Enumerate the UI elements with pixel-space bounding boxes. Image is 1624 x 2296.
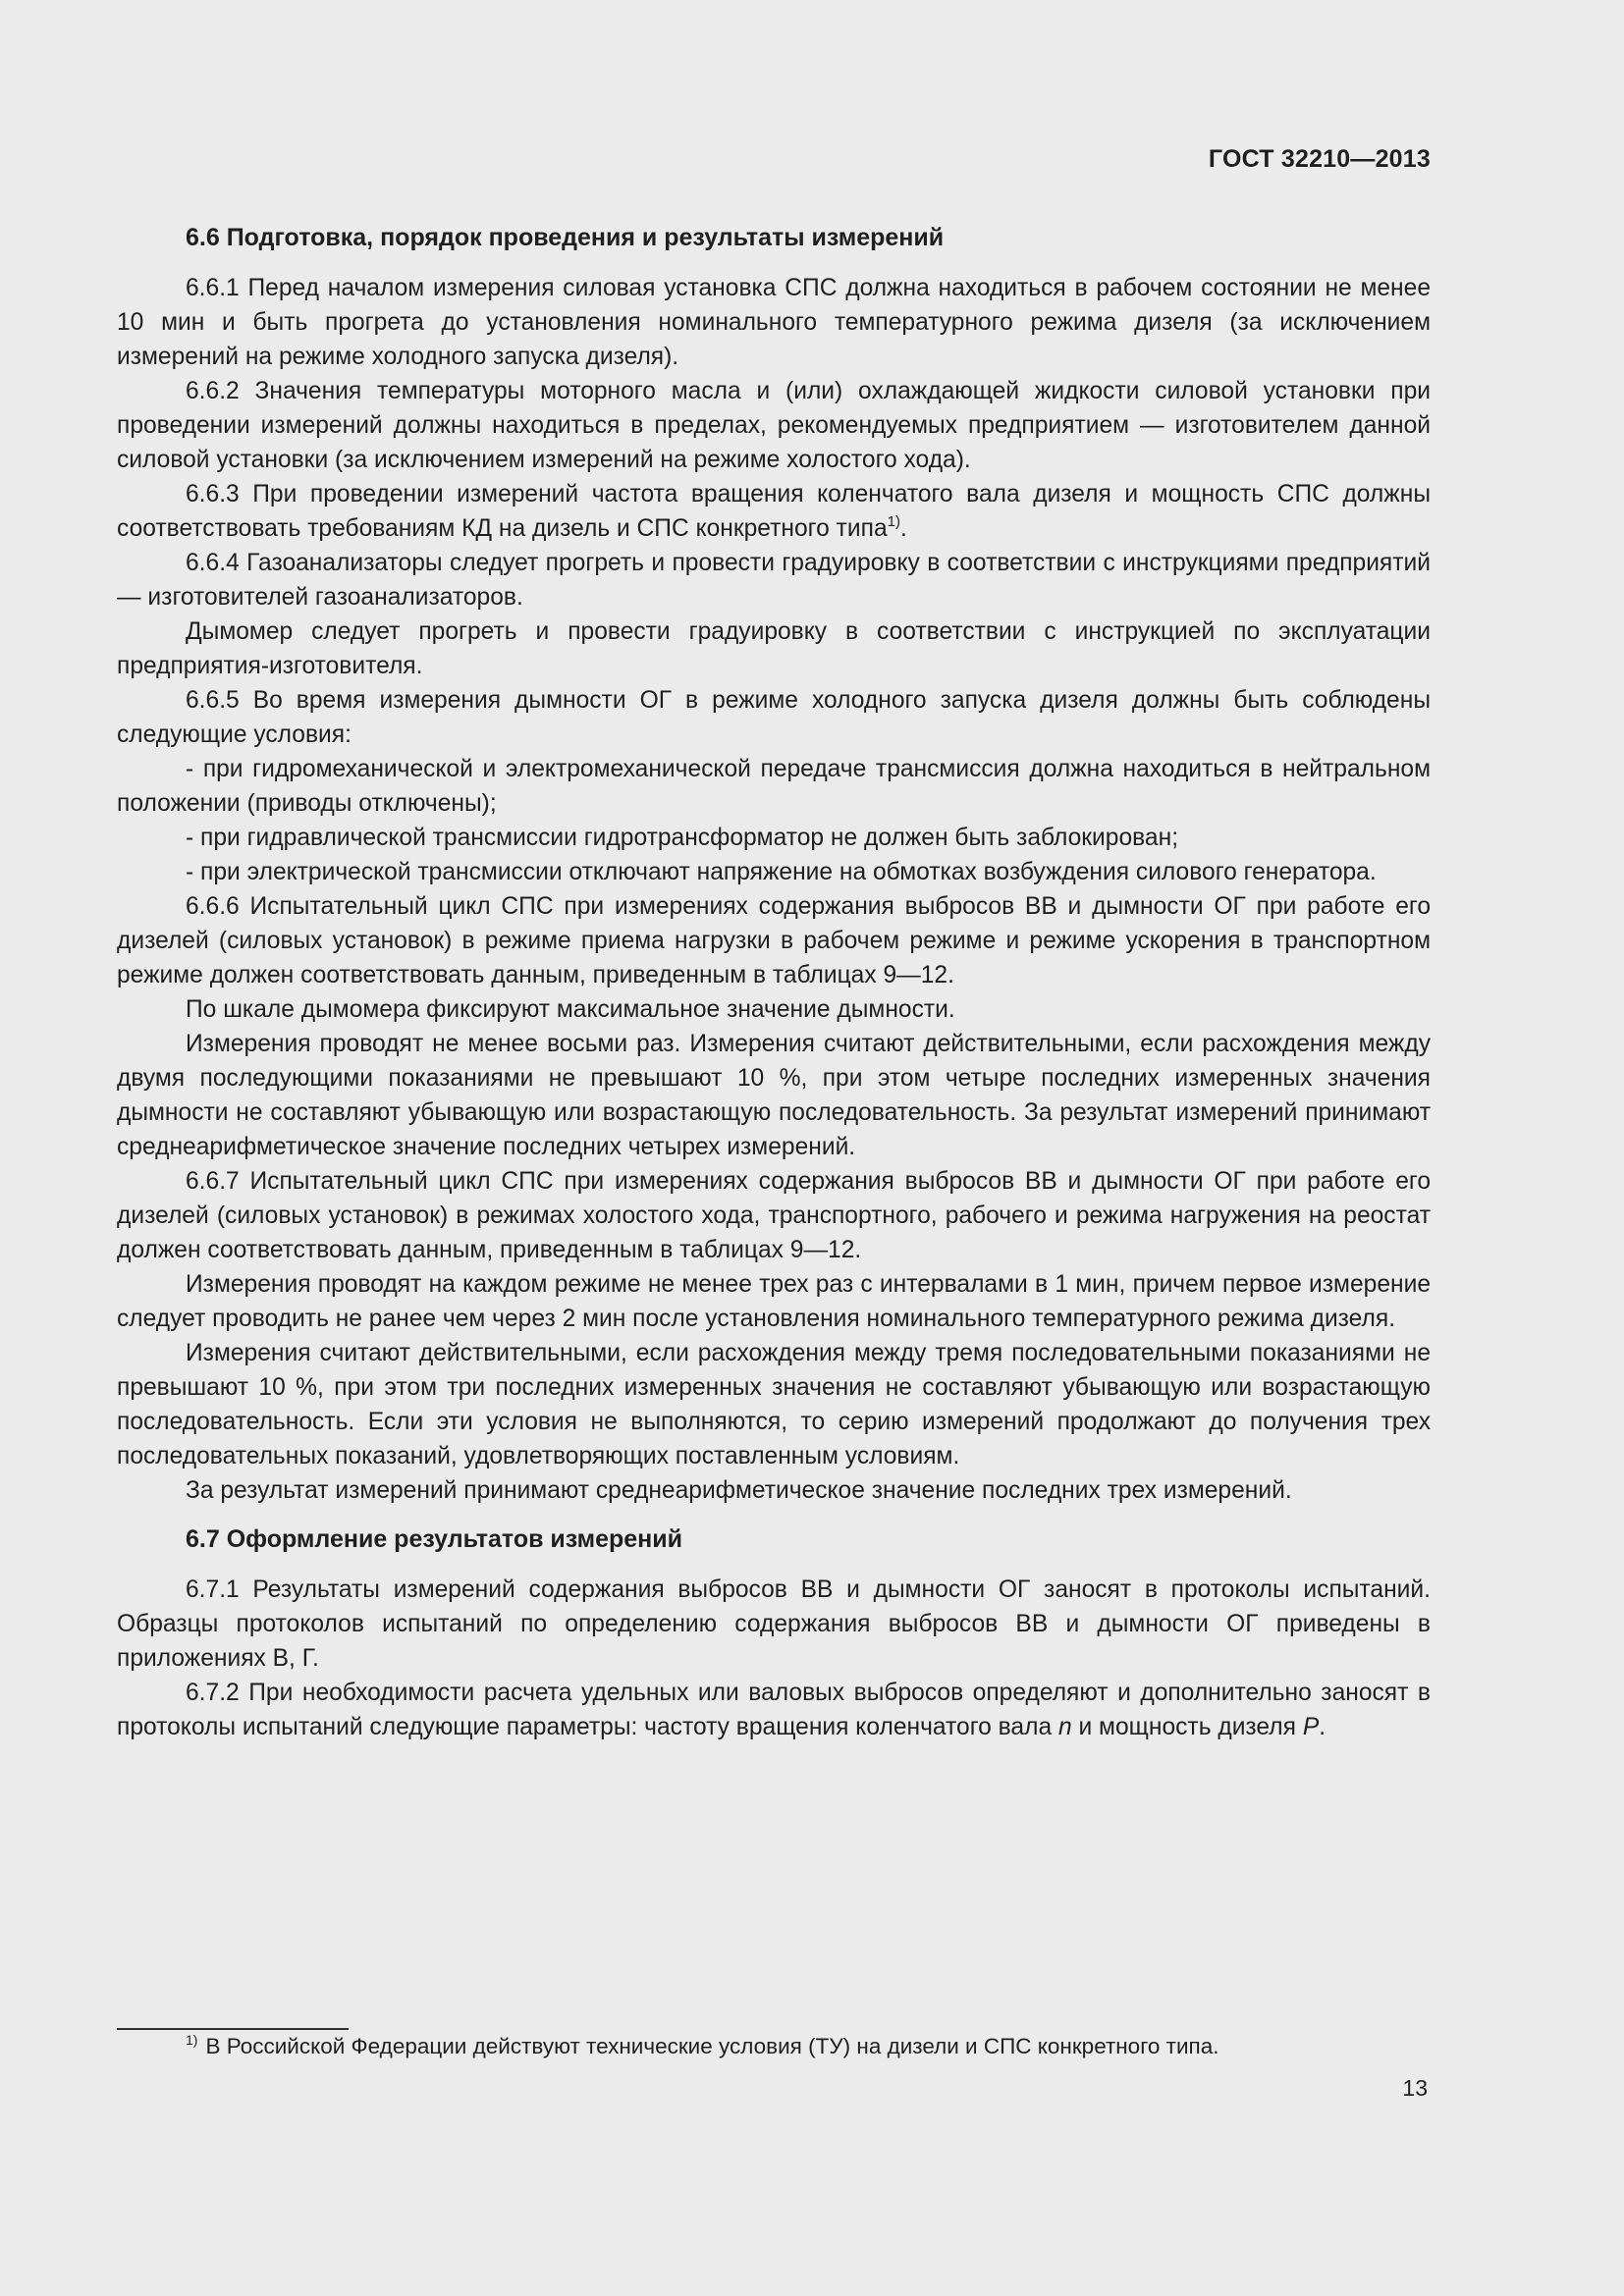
paragraph-6-6-7: 6.6.7 Испытательный цикл СПС при измерениях содержания выбросов ВВ и дымности ОГ при работе его дизелей (силовых установок) в режимах холостого хода, транспортного, рабочего и режима нагружения на реостат должен соответствовать данным, приведенным в таблицах 9—12. bbox=[117, 1168, 1431, 1263]
paragraph-6-6-6-scale: По шкале дымомера фиксируют максимальное значение дымности. bbox=[186, 996, 955, 1023]
footnote-separator bbox=[117, 2028, 349, 2030]
paragraph-6-7-2-text-b: и мощность дизеля bbox=[1071, 1714, 1303, 1740]
paragraph-6-6-1: 6.6.1 Перед началом измерения силовая установка СПС должна находиться в рабочем состоянии не менее 10 мин и быть прогрета до установления номинального температурного режима дизеля (за исключением измерений на режиме холодного запуска дизеля). bbox=[117, 275, 1431, 370]
paragraph-6-6-6: 6.6.6 Испытательный цикл СПС при измерениях содержания выбросов ВВ и дымности ОГ при работе его дизелей (силовых установок) в режиме приема нагрузки в рабочем режиме и режиме ускорения в транспортном режиме должен соответствовать данным, приведенным в таблицах 9—12. bbox=[117, 893, 1431, 988]
list-item-hydraulic: - при гидравлической трансмиссии гидротрансформатор не должен быть заблокирован; bbox=[186, 825, 1179, 851]
document-body bbox=[117, 221, 1431, 1744]
paragraph-6-7-2-text: 6.7.2 При необходимости расчета удельных или валовых выбросов определяют и дополнительно заносят в протоколы испытаний следующие параметры: частоту вращения коленчатого вала bbox=[117, 1680, 1431, 1740]
footnote-mark: 1) bbox=[186, 2032, 198, 2048]
paragraph-6-7-1: 6.7.1 Результаты измерений содержания выбросов ВВ и дымности ОГ заносят в протоколы испытаний. Образцы протоколов испытаний по определению содержания выбросов ВВ и дымности ОГ приведены в приложениях В, Г. bbox=[117, 1576, 1431, 1672]
symbol-p: P bbox=[1302, 1714, 1320, 1740]
paragraph-6-7-2-end: . bbox=[1319, 1714, 1326, 1740]
list-item-hydromechanical: - при гидромеханической и электромеханической передаче трансмиссия должна находиться в нейтральном положении (приводы отключены); bbox=[117, 756, 1431, 817]
section-heading-6-7: 6.7 Оформление результатов измерений bbox=[186, 1525, 683, 1553]
paragraph-6-6-7-intervals: Измерения проводят на каждом режиме не менее трех раз с интервалами в 1 мин, причем первое измерение следует проводить не ранее чем через 2 мин после установления номинального температурного режима дизеля. bbox=[117, 1271, 1431, 1332]
paragraph-6-6-3-end: . bbox=[899, 515, 907, 542]
paragraph-6-6-7-validity: Измерения считают действительными, если расхождения между тремя последовательными показаниями не превышают 10 %, при этом три последних измеренных значения не составляют убывающую или возрастающую последовательность. Если эти условия не выполняются, то серию измерений продолжают до получения трех последовательных показаний, удовлетворяющих поставленным условиям. bbox=[117, 1340, 1431, 1469]
paragraph-6-6-5: 6.6.5 Во время измерения дымности ОГ в режиме холодного запуска дизеля должны быть соблюдены следующие условия: bbox=[117, 687, 1431, 748]
list-item-electric: - при электрической трансмиссии отключают напряжение на обмотках возбуждения силового генератора. bbox=[186, 859, 1377, 885]
paragraph-6-6-3 bbox=[117, 477, 1431, 546]
footnote-text: В Российской Федерации действуют технические условия (ТУ) на дизели и СПС конкретного типа. bbox=[205, 2034, 1219, 2058]
footnote-reference: 1) bbox=[887, 513, 900, 530]
page-number: 13 bbox=[1402, 2075, 1428, 2101]
paragraph-6-6-2: 6.6.2 Значения температуры моторного масла и (или) охлаждающей жидкости силовой установки при проведении измерений должны находиться в пределах, рекомендуемых предприятием — изготовителем данной силовой установки (за исключением измерений на режиме холостого хода). bbox=[117, 378, 1431, 473]
document-standard-id: ГОСТ 32210—2013 bbox=[1208, 145, 1431, 173]
paragraph-6-6-6-measurements: Измерения проводят не менее восьми раз. Измерения считают действительными, если расхождения между двумя последующими показаниями не превышают 10 %, при этом четыре последних измеренных значения дымности не составляют убывающую или возрастающую последовательность. За результат измерений принимают среднеарифметическое значение последних четырех измерений. bbox=[117, 1031, 1431, 1160]
section-heading-6-6: 6.6 Подготовка, порядок проведения и результаты измерений bbox=[186, 224, 945, 251]
paragraph-6-6-7-result: За результат измерений принимают среднеарифметическое значение последних трех измерений. bbox=[186, 1477, 1292, 1504]
symbol-n: n bbox=[1057, 1714, 1072, 1740]
paragraph-6-7-2 bbox=[117, 1676, 1431, 1744]
paragraph-6-6-4: 6.6.4 Газоанализаторы следует прогреть и провести градуировку в соответствии с инструкциями предприятий — изготовителей газоанализаторов. bbox=[117, 550, 1431, 611]
footnote bbox=[186, 2032, 1219, 2061]
paragraph-6-6-3-text: 6.6.3 При проведении измерений частота вращения коленчатого вала дизеля и мощность СПС должны соответствовать требованиям КД на дизель и СПС конкретного типа bbox=[117, 481, 1431, 542]
paragraph-6-6-4-smoke-meter: Дымомер следует прогреть и провести градуировку в соответствии с инструкцией по эксплуатации предприятия-изготовителя. bbox=[117, 618, 1431, 679]
